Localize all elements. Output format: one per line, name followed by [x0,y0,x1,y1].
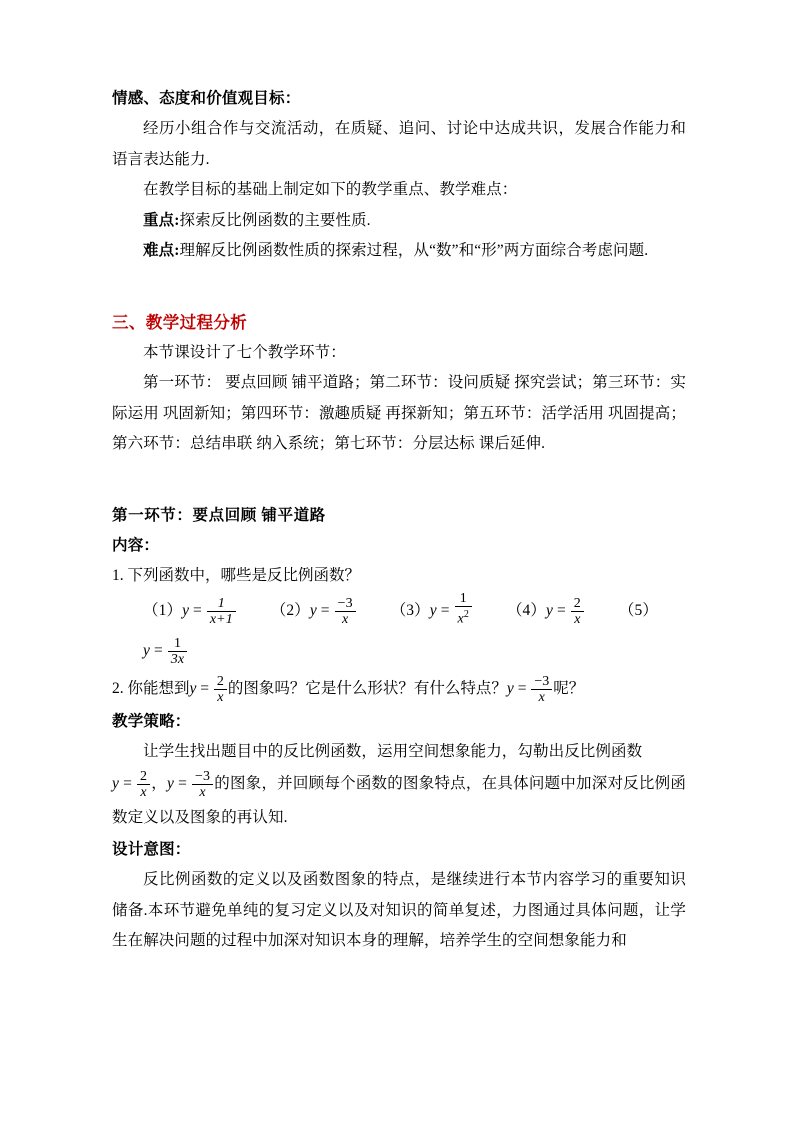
option-5-label: （5） [618,601,658,619]
stage1-question-2-part-a: 2. 你能想到 [112,679,190,697]
strategy-paragraph-2-text: 的图象，并回顾每个函数的图象特点，在具体问题中加深对反比例函数定义以及图象的再认知. [112,775,686,827]
stage1-question-2 [112,671,686,707]
section-title-teaching-process: 三、教学过程分析 [112,312,248,332]
stage1-content-label: 内容： [112,536,160,554]
intent-paragraph: 反比例函数的定义以及函数图象的特点，是继续进行本节内容学习的重要知识储备.本环节避免单纯的复习定义以及对知识的简单复述，力图通过具体问题，让学生在解决问题的过程中加深对知识本身的理解，培养学生的空间想象能力和 [112,871,686,950]
option-4-expression: y = $\frac{2}{x}$ [546,602,585,619]
stage1-question-1: 1. 下列函数中，哪些是反比例函数？ [112,566,361,584]
difficult-point-label: 难点: [143,242,180,259]
option-3-label: （3） [390,601,430,619]
section3-paragraph-2: 第一环节： 要点回顾 铺平道路；第二环节：设问质疑 探究尝试；第三环节：实际运用 巩固新知；第四环节：激趣质疑 再探新知；第五环节：活学活用 巩固提高；第六环节：总结串联 纳入系统；第七环节：分层达标 课后延伸. [112,374,686,452]
difficult-point-text: 理解反比例函数性质的探索过程，从“数”和“形”两方面综合考虑问题. [179,242,649,259]
option-4-label: （4） [506,601,547,619]
strategy-expr-2: y = $\frac{-3}{x}$ [167,775,214,792]
strategy-expr-1: y = $\frac{2}{x}$ [112,775,151,792]
stage1-question-2-expr-2: y = $\frac{-3}{x}$ [507,680,553,697]
key-point-line [112,206,686,237]
stage1-question-2-expr-1: y = $\frac{2}{x}$ [190,680,228,697]
option-2-label: （2） [270,601,310,619]
option-1-expression: y = $\frac{1}{x+1}$ [182,602,237,619]
goals-heading: 情感、态度和价值观目标： [112,90,301,107]
option-5-expression: y = $\frac{1}{3x}$ [143,642,188,659]
key-point-label: 重点: [143,211,180,229]
difficult-point-line [112,236,686,267]
strategy-paragraph-2: y = $\frac{2}{x}$ ，y = $\frac{-3}{x}$ 的图象，并回顾每个函数的图象特点，在具体问题中加深对反比例函数定义以及图象的再认知. [112,769,686,827]
stage1-question-2-part-b: 的图象吗？它是什么形状？有什么特点？ [227,679,507,697]
stage1-question-2-part-c: 呢？ [553,679,585,697]
option-3 [390,590,477,627]
goals-paragraph-2: 在教学目标的基础上制定如下的教学重点、教学难点： [143,181,518,198]
key-point-text: 探索反比例函数的主要性质. [179,211,371,229]
strategy-paragraph-1: 让学生找出题目中的反比例函数，运用空间想象能力，勾勒出反比例函数 [143,742,643,760]
option-1 [143,595,241,627]
option-2 [270,595,361,627]
spacer [112,267,686,308]
stage1-title: 第一环节：要点回顾 铺平道路 [112,506,326,524]
stage1-options-row [143,591,686,671]
goals-paragraph-1: 经历小组合作与交流活动，在质疑、追问、讨论中达成共识，发展合作能力和语言表达能力. [112,120,686,168]
spacer [112,460,686,501]
strategy-label: 教学策略： [112,712,191,730]
option-4 [506,595,589,627]
option-1-label: （1） [143,601,183,619]
intent-label: 设计意图： [112,841,191,859]
option-3-expression: y = $\frac{1}{x^2}$ [430,602,473,619]
option-2-expression: y = $\frac{-3}{x}$ [310,602,357,619]
section3-paragraph-1: 本节课设计了七个教学环节： [143,343,346,361]
